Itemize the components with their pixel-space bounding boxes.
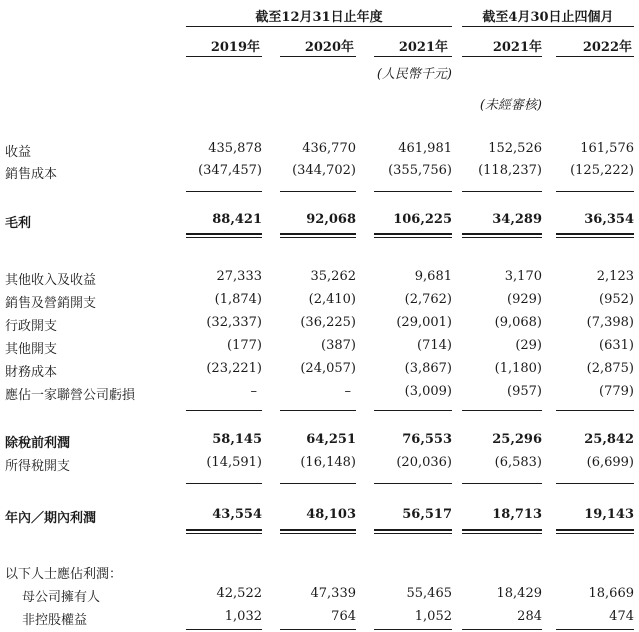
row-label-share-of-associate-loss: 應佔一家聯營公司虧損 [5,388,136,403]
cell-finance-2020: (24,057) [300,361,356,376]
double-rule [186,237,262,238]
cell-other-income-2021: 9,681 [414,269,452,284]
cell-other-income-p2022: 2,123 [596,269,634,284]
double-rule [462,529,542,531]
cell-cost-2019: (347,457) [198,163,262,178]
subtotal-rule [280,410,356,411]
cell-associate-p2021: (957) [507,384,542,399]
row-label-revenue: 收益 [5,145,32,160]
cell-nci-2019: 1,032 [224,609,262,624]
year-2019-rule [186,56,262,57]
double-rule [186,533,262,534]
cell-tax-2020: (16,148) [300,455,356,470]
cell-gross-profit-2020: 92,068 [306,212,356,227]
cell-owners-p2021: 18,429 [496,586,542,601]
row-label-profit-for-period: 年內／期內利潤 [5,511,97,526]
cell-cost-2021: (355,756) [388,163,452,178]
cell-admin-2020: (36,225) [300,315,356,330]
cell-pbt-2019: 58,145 [212,432,262,447]
subtotal-rule [186,483,262,484]
year-2019-header: 2019年 [210,40,260,55]
cell-pbt-2021: 76,553 [402,432,452,447]
cell-tax-2019: (14,591) [206,455,262,470]
subtotal-rule [462,483,542,484]
double-rule [374,533,452,534]
cell-cost-p2022: (125,222) [570,163,634,178]
double-rule [556,233,634,235]
year-2020-header: 2020年 [304,40,354,55]
cell-associate-2020: – [344,384,351,399]
cell-selling-p2022: (952) [599,292,634,307]
cell-other-exp-p2021: (29) [515,338,542,353]
row-label-non-controlling: 非控股權益 [22,613,88,628]
cell-associate-p2022: (779) [599,384,634,399]
cell-revenue-p2021: 152,526 [488,141,542,156]
double-rule [462,233,542,235]
cell-profit-p2022: 19,143 [584,507,634,522]
currency-unit-note: (人民幣千元) [376,67,452,82]
subtotal-rule [374,483,452,484]
double-rule [280,533,356,534]
cell-pbt-p2022: 25,842 [584,432,634,447]
subtotal-rule [462,629,542,630]
subtotal-rule [374,191,452,192]
cell-selling-2021: (2,762) [404,292,452,307]
period-2022-rule [556,56,634,57]
cell-admin-2019: (32,337) [206,315,262,330]
cell-nci-2021: 1,052 [414,609,452,624]
cell-revenue-p2022: 161,576 [580,141,634,156]
cell-associate-2019: – [250,384,257,399]
double-rule [280,233,356,235]
cell-admin-p2022: (7,398) [586,315,634,330]
cell-owners-2019: 42,522 [216,586,262,601]
cell-revenue-2021: 461,981 [398,141,452,156]
cell-revenue-2020: 436,770 [302,141,356,156]
row-label-finance-costs: 財務成本 [5,365,58,380]
subtotal-rule [186,629,262,630]
double-rule [374,529,452,531]
cell-finance-2021: (3,867) [404,361,452,376]
subtotal-rule [374,410,452,411]
cell-other-income-2020: 35,262 [310,269,356,284]
header-four-months-rule [462,26,634,27]
header-four-months-group: 截至4月30日止四個月 [482,10,614,25]
cell-gross-profit-2021: 106,225 [393,212,452,227]
subtotal-rule [374,629,452,630]
double-rule [556,529,634,531]
cell-admin-2021: (29,001) [396,315,452,330]
year-2021-rule [374,56,452,57]
row-label-gross-profit: 毛利 [5,216,32,231]
subtotal-rule [186,191,262,192]
double-rule [186,233,262,235]
row-label-attributable-to: 以下人士應佔利潤： [5,567,123,582]
header-year-end-rule [186,26,452,27]
cell-owners-2021: 55,465 [406,586,452,601]
double-rule [556,533,634,534]
cell-profit-2019: 43,554 [212,507,262,522]
cell-nci-p2021: 284 [517,609,542,624]
cell-nci-2020: 764 [331,609,356,624]
cell-selling-p2021: (929) [507,292,542,307]
double-rule [374,237,452,238]
cell-selling-2020: (2,410) [308,292,356,307]
cell-other-exp-2020: (387) [321,338,356,353]
row-label-income-tax: 所得稅開支 [5,459,71,474]
cell-other-exp-2019: (177) [227,338,262,353]
double-rule [280,529,356,531]
cell-other-exp-2021: (714) [417,338,452,353]
cell-tax-p2022: (6,699) [586,455,634,470]
header-year-end-group: 截至12月31日止年度 [255,10,383,25]
subtotal-rule [556,629,634,630]
cell-finance-p2021: (1,180) [494,361,542,376]
cell-associate-2021: (3,009) [404,384,452,399]
cell-other-income-2019: 27,333 [216,269,262,284]
cell-admin-p2021: (9,068) [494,315,542,330]
cell-finance-2019: (23,221) [206,361,262,376]
double-rule [556,237,634,238]
unaudited-note: (未經審核) [479,98,542,113]
cell-finance-p2022: (2,875) [586,361,634,376]
subtotal-rule [186,410,262,411]
row-label-other-expenses: 其他開支 [5,342,58,357]
cell-gross-profit-p2022: 36,354 [584,212,634,227]
subtotal-rule [462,410,542,411]
cell-gross-profit-2019: 88,421 [212,212,262,227]
row-label-selling-expenses: 銷售及營銷開支 [5,296,97,311]
cell-selling-2019: (1,874) [214,292,262,307]
subtotal-rule [556,191,634,192]
double-rule [186,529,262,531]
double-rule [462,533,542,534]
subtotal-rule [556,483,634,484]
cell-profit-2021: 56,517 [402,507,452,522]
cell-cost-p2021: (118,237) [478,163,542,178]
row-label-owners-of-parent: 母公司擁有人 [22,590,101,605]
double-rule [374,233,452,235]
cell-owners-p2022: 18,669 [588,586,634,601]
cell-profit-p2021: 18,713 [492,507,542,522]
double-rule [280,237,356,238]
row-label-profit-before-tax: 除稅前利潤 [5,436,71,451]
cell-cost-2020: (344,702) [292,163,356,178]
cell-other-income-p2021: 3,170 [504,269,542,284]
subtotal-rule [280,483,356,484]
cell-gross-profit-p2021: 34,289 [492,212,542,227]
cell-tax-2021: (20,036) [396,455,452,470]
period-2021-rule [462,56,542,57]
year-2021-header: 2021年 [398,40,448,55]
subtotal-rule [462,191,542,192]
subtotal-rule [280,629,356,630]
period-2022-header: 2022年 [582,40,632,55]
cell-pbt-p2021: 25,296 [492,432,542,447]
subtotal-rule [556,410,634,411]
row-label-admin-expenses: 行政開支 [5,319,58,334]
cell-owners-2020: 47,339 [310,586,356,601]
cell-pbt-2020: 64,251 [306,432,356,447]
row-label-cost-of-sales: 銷售成本 [5,167,58,182]
double-rule [462,237,542,238]
cell-other-exp-p2022: (631) [599,338,634,353]
year-2020-rule [280,56,356,57]
row-label-other-income: 其他收入及收益 [5,273,97,288]
cell-tax-p2021: (6,583) [494,455,542,470]
cell-revenue-2019: 435,878 [208,141,262,156]
cell-profit-2020: 48,103 [306,507,356,522]
cell-nci-p2022: 474 [609,609,634,624]
period-2021-header: 2021年 [492,40,542,55]
subtotal-rule [280,191,356,192]
